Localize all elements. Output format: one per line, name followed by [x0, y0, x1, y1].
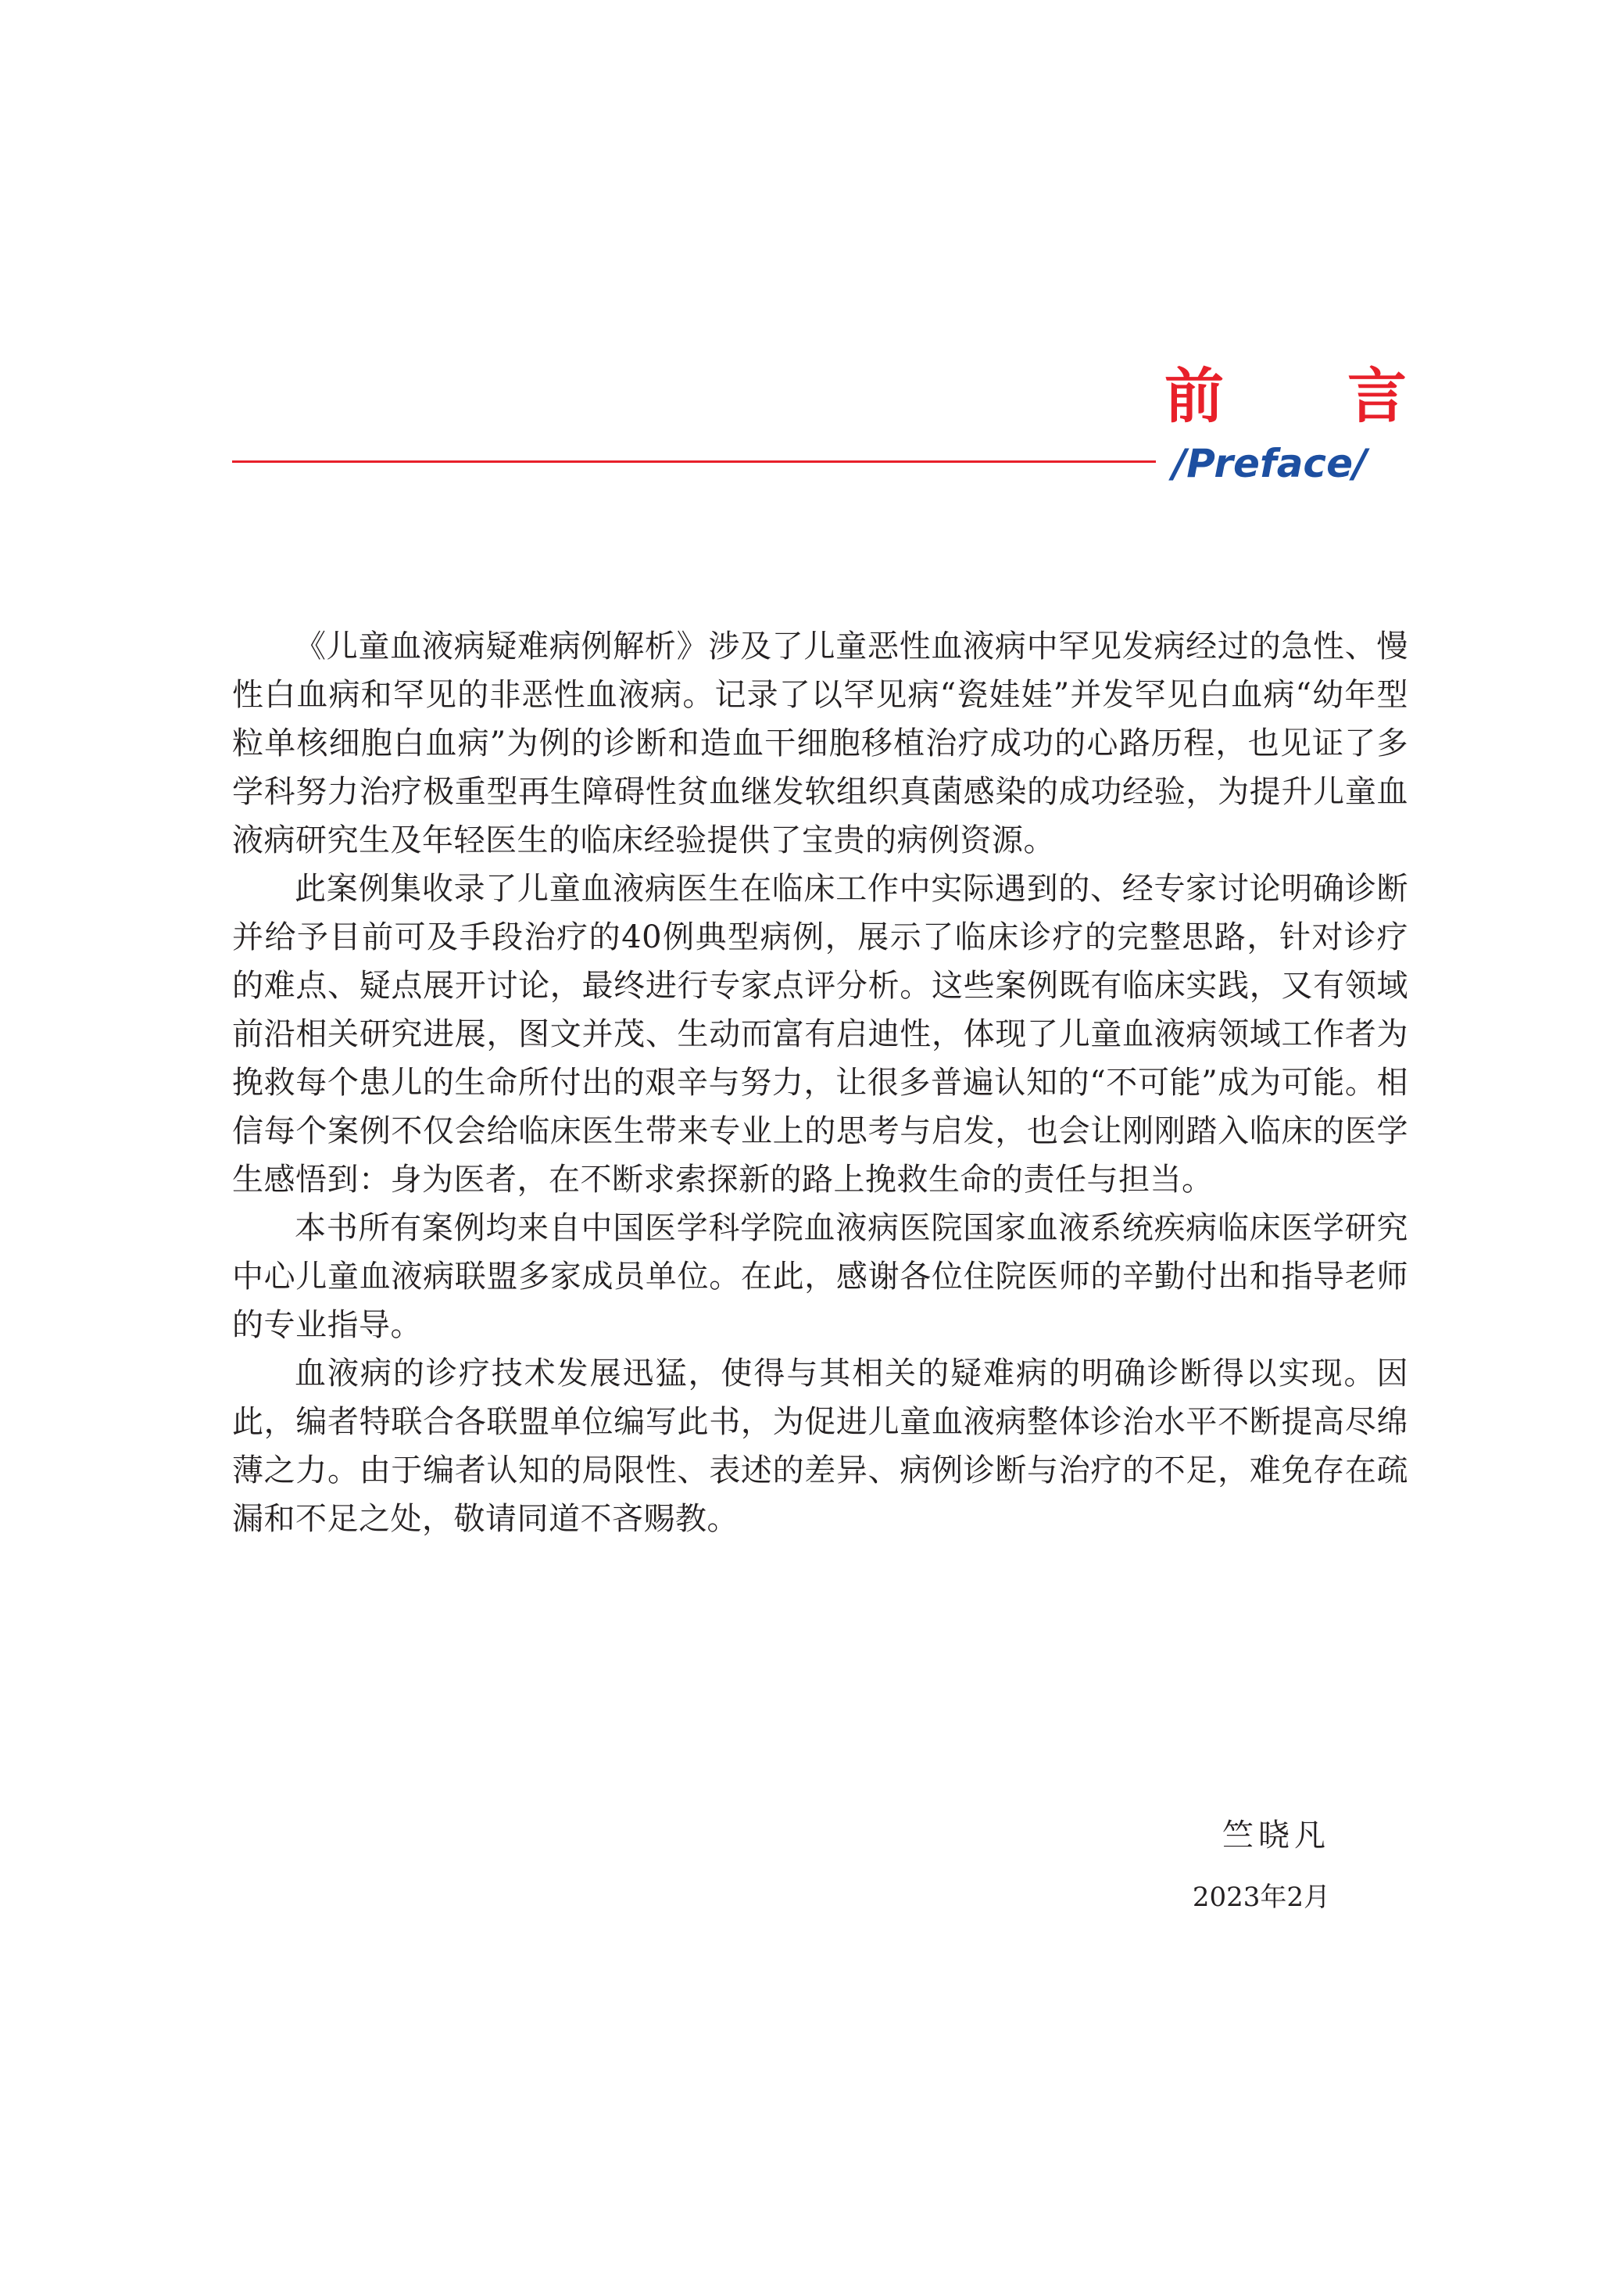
page-subtitle: /Preface/ [1172, 441, 1368, 486]
title-char-2: 言 [1347, 361, 1407, 431]
title-char-1: 前 [1164, 361, 1224, 431]
page-title [1164, 361, 1407, 432]
preface-date: 2023年2月 [1192, 1882, 1330, 1913]
preface-body [232, 622, 1408, 1543]
author-signature: 竺晓凡 [1222, 1818, 1330, 1854]
paragraph-1: 《儿童血液病疑难病例解析》涉及了儿童恶性血液病中罕见发病经过的急性、慢性白血病和罕见的非恶性血液病。记录了以罕见病“瓷娃娃”并发罕见白血病“幼年型粒单核细胞白血病”为例的诊断和造血干细胞移植治疗成功的心路历程，也见证了多学科努力治疗极重型再生障碍性贫血继发软组织真菌感染的成功经验，为提升儿童血液病研究生及年轻医生的临床经验提供了宝贵的病例资源。 [232, 629, 1408, 858]
title-divider [232, 460, 1156, 463]
paragraph-3: 本书所有案例均来自中国医学科学院血液病医院国家血液系统疾病临床医学研究中心儿童血液病联盟多家成员单位。在此，感谢各位住院医师的辛勤付出和指导老师的专业指导。 [232, 1210, 1408, 1343]
paragraph-2: 此案例集收录了儿童血液病医生在临床工作中实际遇到的、经专家讨论明确诊断并给予目前可及手段治疗的40例典型病例，展示了临床诊疗的完整思路，针对诊疗的难点、疑点展开讨论，最终进行专家点评分析。这些案例既有临床实践，又有领域前沿相关研究进展，图文并茂、生动而富有启迪性，体现了儿童血液病领域工作者为挽救每个患儿的生命所付出的艰辛与努力，让很多普遍认知的“不可能”成为可能。相信每个案例不仅会给临床医生带来专业上的思考与启发，也会让刚刚踏入临床的医学生感悟到：身为医者，在不断求索探新的路上挽救生命的责任与担当。 [232, 871, 1408, 1198]
paragraph-4: 血液病的诊疗技术发展迅猛，使得与其相关的疑难病的明确诊断得以实现。因此，编者特联合各联盟单位编写此书，为促进儿童血液病整体诊治水平不断提高尽绵薄之力。由于编者认知的局限性、表述的差异、病例诊断与治疗的不足，难免存在疏漏和不足之处，敬请同道不吝赐教。 [232, 1356, 1408, 1537]
